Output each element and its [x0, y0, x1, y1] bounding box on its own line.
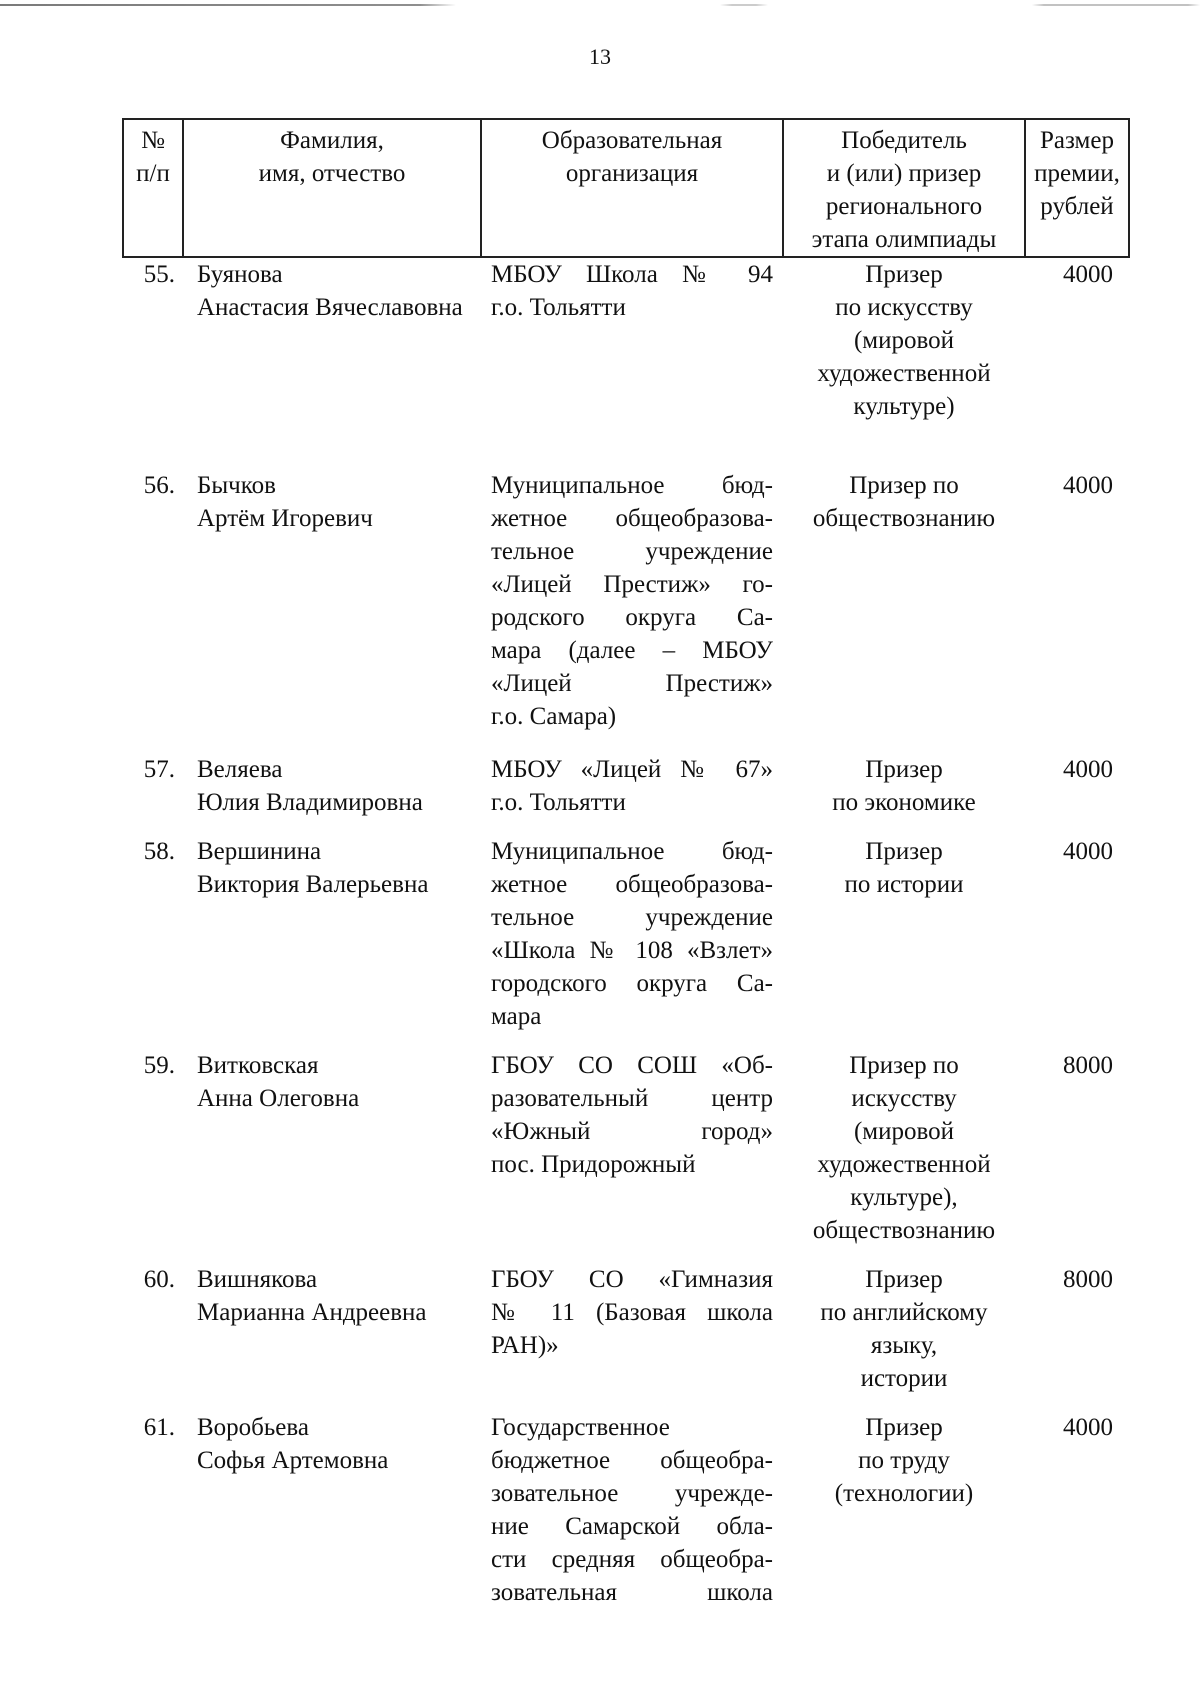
cell-line: обществознанию	[812, 505, 996, 532]
cell-organization	[481, 469, 783, 753]
table-row	[123, 1411, 1129, 1609]
cell-line: Воробьева	[197, 1414, 309, 1441]
cell-line: г.о. Самара)	[491, 703, 617, 730]
cell-line: Призер	[865, 261, 943, 288]
table-header-row	[123, 119, 1129, 257]
cell-line: г.о. Тольятти	[491, 789, 626, 816]
cell-line: по английскому	[820, 1299, 988, 1326]
cell-line: Призер	[865, 756, 943, 783]
cell-full-name	[183, 1263, 481, 1411]
cell-line: Муниципальное бюд-	[491, 838, 773, 865]
cell-line: по искусству	[835, 294, 973, 321]
table-row	[123, 257, 1129, 469]
cell-line: Призер	[865, 1266, 943, 1293]
cell-prize-amount: 4000	[1063, 1414, 1113, 1441]
header-line: п/п	[136, 160, 170, 187]
cell-line: (технологии)	[834, 1480, 974, 1507]
cell-line: мара (далее – МБОУ	[491, 637, 773, 664]
header-line: имя, отчество	[258, 160, 406, 187]
cell-placement	[783, 1411, 1025, 1609]
cell-line: «Школа № 108 «Взлет»	[491, 937, 773, 964]
cell-line: городского округа Са-	[491, 970, 773, 997]
cell-line: по экономике	[832, 789, 976, 816]
cell-line: Витковская	[197, 1052, 319, 1079]
table-row	[123, 1263, 1129, 1411]
cell-line: Буянова	[197, 261, 283, 288]
header-line: организация	[565, 160, 699, 187]
cell-line: Виктория Валерьевна	[197, 871, 429, 898]
cell-placement	[783, 753, 1025, 835]
cell-line: «Лицей Престиж»	[491, 670, 773, 697]
header-placement	[783, 119, 1025, 257]
header-line: Фамилия,	[280, 127, 384, 154]
table-row	[123, 1049, 1129, 1263]
cell-line: художественной	[817, 1151, 991, 1178]
header-organization	[481, 119, 783, 257]
cell-organization	[481, 835, 783, 1049]
header-line: этапа олимпиады	[811, 226, 997, 253]
page-number: 13	[589, 44, 611, 69]
cell-line: Веляева	[197, 756, 283, 783]
cell-prize-amount: 4000	[1063, 838, 1113, 865]
cell-line: тельное учреждение	[491, 538, 773, 565]
cell-line: жетное общеобразова-	[491, 871, 773, 898]
cell-line: Призер	[865, 1414, 943, 1441]
cell-line: ГБОУ СО «Гимназия	[491, 1266, 773, 1293]
cell-line: Бычков	[197, 472, 276, 499]
cell-prize-amount: 8000	[1063, 1052, 1113, 1079]
cell-line: мара	[491, 1003, 542, 1030]
cell-organization	[481, 1263, 783, 1411]
cell-prize-amount: 4000	[1063, 261, 1113, 288]
header-line: регионального	[825, 193, 983, 220]
header-line: Размер	[1040, 127, 1114, 154]
table-row	[123, 469, 1129, 753]
cell-line: «Южный город»	[491, 1118, 773, 1145]
cell-line: разовательный центр	[491, 1085, 773, 1112]
cell-line: пос. Придорожный	[491, 1151, 696, 1178]
header-number	[123, 119, 183, 257]
header-full-name	[183, 119, 481, 257]
cell-number: 55.	[143, 261, 175, 288]
cell-line: культуре)	[853, 393, 955, 420]
cell-line: (мировой	[853, 1118, 955, 1145]
table-header	[123, 119, 1129, 257]
scan-edge-artifact	[0, 4, 1200, 6]
cell-line: Марианна Андреевна	[197, 1299, 427, 1326]
cell-full-name	[183, 835, 481, 1049]
cell-placement	[783, 469, 1025, 753]
cell-prize-amount: 8000	[1063, 1266, 1113, 1293]
cell-line: ние Самарской обла-	[491, 1513, 773, 1540]
cell-line: художественной	[817, 360, 991, 387]
cell-line: (мировой	[853, 327, 955, 354]
cell-line: зовательное учрежде-	[491, 1480, 773, 1507]
cell-line: родского округа Са-	[491, 604, 773, 631]
cell-full-name	[183, 1049, 481, 1263]
header-line: премии,	[1034, 160, 1120, 187]
cell-line: обществознанию	[812, 1217, 996, 1244]
cell-organization	[481, 1411, 783, 1609]
cell-line: по истории	[844, 871, 964, 898]
cell-line: Анастасия Вячеславовна	[197, 294, 463, 321]
cell-number: 58.	[143, 838, 175, 865]
cell-organization	[481, 753, 783, 835]
cell-number: 57.	[143, 756, 175, 783]
cell-line: Артём Игоревич	[197, 505, 373, 532]
cell-prize-amount: 4000	[1063, 472, 1113, 499]
header-line: рублей	[1040, 193, 1114, 220]
cell-prize-amount: 4000	[1063, 756, 1113, 783]
table-row	[123, 835, 1129, 1049]
cell-line: МБОУ Школа № 94	[491, 261, 773, 288]
cell-full-name	[183, 469, 481, 753]
cell-line: Вершинина	[197, 838, 322, 865]
cell-line: Анна Олеговна	[197, 1085, 360, 1112]
cell-line: тельное учреждение	[491, 904, 773, 931]
cell-full-name	[183, 753, 481, 835]
cell-line: по труду	[858, 1447, 950, 1474]
cell-full-name	[183, 1411, 481, 1609]
cell-line: Призер по	[849, 472, 959, 499]
cell-line: Призер по	[849, 1052, 959, 1079]
cell-line: Софья Артемовна	[197, 1447, 389, 1474]
cell-line: г.о. Тольятти	[491, 294, 626, 321]
cell-line: Государственное	[491, 1414, 670, 1441]
header-line: Победитель	[841, 127, 967, 154]
cell-line: языку,	[870, 1332, 938, 1359]
table-row	[123, 753, 1129, 835]
cell-number: 59.	[143, 1052, 175, 1079]
cell-line: Юлия Владимировна	[197, 789, 423, 816]
cell-line: № 11 (Базовая школа	[491, 1299, 773, 1326]
header-line: №	[141, 127, 165, 154]
cell-line: Вишнякова	[197, 1266, 318, 1293]
cell-line: искусству	[851, 1085, 957, 1112]
table-body	[123, 257, 1129, 1609]
cell-organization	[481, 257, 783, 469]
cell-placement	[783, 835, 1025, 1049]
cell-line: истории	[860, 1365, 948, 1392]
cell-number: 61.	[143, 1414, 175, 1441]
header-line: и (или) призер	[826, 160, 982, 187]
header-line: Образовательная	[541, 127, 723, 154]
cell-line: «Лицей Престиж» го-	[491, 571, 773, 598]
cell-line: бюджетное общеобра-	[491, 1447, 773, 1474]
cell-number: 56.	[143, 472, 175, 499]
cell-line: культуре),	[850, 1184, 958, 1211]
cell-line: МБОУ «Лицей № 67»	[491, 756, 773, 783]
cell-organization	[481, 1049, 783, 1263]
cell-placement	[783, 257, 1025, 469]
cell-full-name	[183, 257, 481, 469]
cell-placement	[783, 1049, 1025, 1263]
cell-line: РАН)»	[491, 1332, 559, 1359]
cell-line: сти средняя общеобра-	[491, 1546, 773, 1573]
cell-number: 60.	[143, 1266, 175, 1293]
cell-line: ГБОУ СО СОШ «Об-	[491, 1052, 773, 1079]
cell-line: жетное общеобразова-	[491, 505, 773, 532]
cell-line: Муниципальное бюд-	[491, 472, 773, 499]
cell-line: Призер	[865, 838, 943, 865]
cell-line: зовательная школа	[491, 1579, 773, 1606]
cell-placement	[783, 1263, 1025, 1411]
prize-winners-table	[122, 118, 1130, 1609]
header-prize-amount	[1025, 119, 1129, 257]
